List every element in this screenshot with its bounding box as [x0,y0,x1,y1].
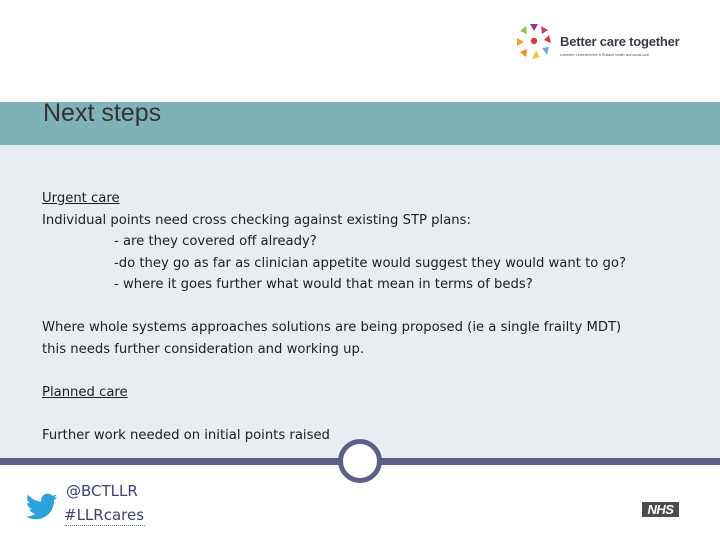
urgent-point: - where it goes further what would that mean in terms of beds? [114,277,533,292]
hashtag[interactable]: #LLRcares [64,506,145,524]
urgent-point: -do they go as far as clinician appetite would suggest they would want to go? [114,255,626,271]
whole-systems-text: Where whole systems approaches solutions are being proposed (ie a single frailty MDT) [42,320,622,335]
whole-systems-text: this needs further consideration and working up. [42,341,365,357]
planned-care-text: Further work needed on initial points raised [42,427,330,443]
urgent-care-intro: Individual points need cross checking against existing STP plans: [42,212,471,228]
logo-mark-icon [514,22,558,66]
urgent-point: - are they covered off already? [114,234,317,249]
better-care-together-logo [514,22,704,66]
logo-title: Better care together [560,34,680,49]
slide-title: Next steps [43,99,162,127]
planned-care-heading: Planned care [42,384,128,400]
twitter-bird-icon[interactable] [26,493,58,521]
hashtag-underline [65,525,145,527]
logo-subtitle: Leicester, Leicestershire & Rutland health and social care [560,53,650,57]
urgent-care-heading: Urgent care [42,191,120,206]
nhs-logo: NHS [642,502,679,517]
divider-ring [338,439,382,483]
slide-body [42,188,702,446]
twitter-handle[interactable]: @BCTLLR [66,482,138,500]
